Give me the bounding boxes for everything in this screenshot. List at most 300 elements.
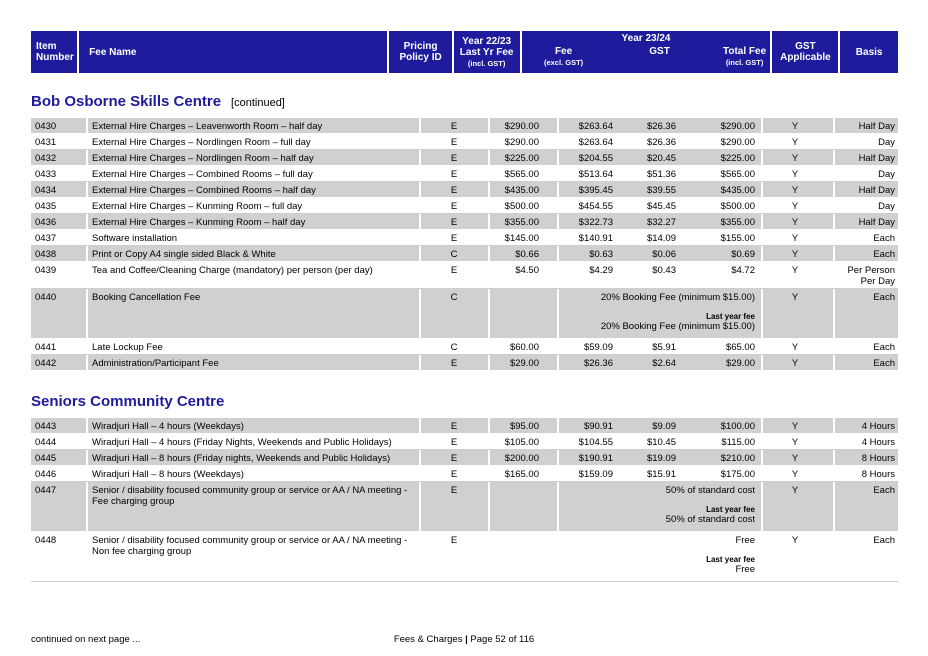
fee-excl-gst: $454.55 <box>578 201 613 212</box>
footer-continued: continued on next page ... <box>31 634 141 645</box>
item-number: 0432 <box>35 153 57 164</box>
table-row <box>31 482 898 532</box>
column-separator <box>833 482 835 531</box>
header-total-fee: Total Fee (incl. GST) <box>722 46 767 67</box>
table-row <box>31 198 898 214</box>
fee-name: Administration/Participant Fee <box>92 358 219 369</box>
column-separator <box>557 339 559 354</box>
continued-label: [continued] <box>231 97 285 109</box>
total-fee: $565.00 <box>720 169 755 180</box>
fee-name: Late Lockup Fee <box>92 342 163 353</box>
column-separator <box>833 118 835 133</box>
column-separator <box>557 182 559 197</box>
item-number: 0435 <box>35 201 57 212</box>
column-separator <box>761 482 763 531</box>
last-year-fee: $200.00 <box>504 453 539 464</box>
item-number: 0447 <box>35 485 57 496</box>
gst-amount: $39.55 <box>646 185 676 196</box>
column-separator <box>419 532 421 581</box>
fee-excl-gst: $26.36 <box>583 358 613 369</box>
gst-applicable: Y <box>791 437 799 448</box>
header-gst: GST <box>649 46 670 57</box>
column-separator <box>761 434 763 449</box>
header-last-year-fee: Year 22/23 Last Yr Fee (incl. GST) <box>454 31 520 73</box>
column-separator <box>833 450 835 465</box>
last-year-fee: $29.00 <box>509 358 539 369</box>
item-number: 0438 <box>35 249 57 260</box>
table-row <box>31 450 898 466</box>
basis: Half Day <box>858 185 895 196</box>
basis: Each <box>873 249 895 260</box>
basis: Half Day <box>858 153 895 164</box>
column-separator <box>86 450 88 465</box>
total-fee: $210.00 <box>720 453 755 464</box>
header-item-number: Item Number <box>31 31 77 73</box>
basis: Per Person Per Day <box>847 265 895 287</box>
item-number: 0442 <box>35 358 57 369</box>
last-year-fee-label: Last year fee <box>706 312 755 321</box>
gst-applicable: Y <box>791 233 799 244</box>
gst-applicable: Y <box>791 421 799 432</box>
column-separator <box>557 532 559 581</box>
column-separator <box>488 166 490 181</box>
last-year-fee: $500.00 <box>504 201 539 212</box>
header-pricing-policy: Pricing Policy ID <box>389 31 451 73</box>
table-row <box>31 262 898 289</box>
gst-amount: $5.91 <box>652 342 676 353</box>
column-separator <box>488 118 490 133</box>
section-title: Bob Osborne Skills Centre [continued] <box>31 93 285 110</box>
basis: Half Day <box>858 121 895 132</box>
fee-name: Tea and Coffee/Cleaning Charge (mandatory) per person (per day) <box>92 265 373 276</box>
column-separator <box>761 339 763 354</box>
column-separator <box>761 150 763 165</box>
total-fee: $225.00 <box>720 153 755 164</box>
last-year-fee-value: Free <box>735 564 755 575</box>
column-separator <box>86 289 88 338</box>
fee-excl-gst: $140.91 <box>578 233 613 244</box>
fee-name: Print or Copy A4 single sided Black & White <box>92 249 276 260</box>
total-fee: $290.00 <box>720 137 755 148</box>
column-separator <box>488 466 490 481</box>
pricing-policy-id: E <box>450 121 458 132</box>
gst-amount: $26.36 <box>646 121 676 132</box>
fee-excl-gst: $395.45 <box>578 185 613 196</box>
column-separator <box>419 262 421 288</box>
column-separator <box>86 134 88 149</box>
column-separator <box>557 262 559 288</box>
column-separator <box>761 262 763 288</box>
column-separator <box>488 418 490 433</box>
pricing-policy-id: E <box>450 265 458 276</box>
gst-applicable: Y <box>791 201 799 212</box>
pricing-policy-id: E <box>450 485 458 496</box>
item-number: 0445 <box>35 453 57 464</box>
column-separator <box>488 289 490 338</box>
gst-amount: $20.45 <box>646 153 676 164</box>
fee-name: Senior / disability focused community group or service or AA / NA meeting - Non fee charging group <box>92 535 408 557</box>
table-row <box>31 230 898 246</box>
column-separator <box>488 150 490 165</box>
column-separator <box>761 355 763 370</box>
pricing-policy-id: E <box>450 453 458 464</box>
column-separator <box>419 434 421 449</box>
column-separator <box>419 182 421 197</box>
basis: Each <box>873 342 895 353</box>
column-separator <box>419 339 421 354</box>
pricing-policy-id: C <box>450 249 458 260</box>
column-separator <box>419 230 421 245</box>
column-separator <box>761 118 763 133</box>
basis: Day <box>878 169 895 180</box>
fee-excl-gst: $263.64 <box>578 137 613 148</box>
pricing-policy-id: E <box>450 137 458 148</box>
basis: Each <box>873 233 895 244</box>
gst-applicable: Y <box>791 469 799 480</box>
fee-excl-gst: $190.91 <box>578 453 613 464</box>
basis: Day <box>878 137 895 148</box>
gst-amount: $10.45 <box>646 437 676 448</box>
column-separator <box>488 230 490 245</box>
column-separator <box>86 339 88 354</box>
column-separator <box>761 289 763 338</box>
total-fee: $155.00 <box>720 233 755 244</box>
total-fee: $4.72 <box>731 265 755 276</box>
column-separator <box>557 198 559 213</box>
column-separator <box>488 182 490 197</box>
item-number: 0444 <box>35 437 57 448</box>
column-separator <box>86 355 88 370</box>
column-separator <box>557 355 559 370</box>
basis: Each <box>873 535 895 546</box>
item-number: 0439 <box>35 265 57 276</box>
column-separator <box>557 118 559 133</box>
column-separator <box>488 198 490 213</box>
last-year-fee: $145.00 <box>504 233 539 244</box>
column-separator <box>833 434 835 449</box>
column-separator <box>833 532 835 581</box>
item-number: 0446 <box>35 469 57 480</box>
column-separator <box>833 339 835 354</box>
item-number: 0441 <box>35 342 57 353</box>
table-header <box>31 31 898 73</box>
column-separator <box>419 466 421 481</box>
fee-name: Wiradjuri Hall – 8 hours (Weekdays) <box>92 469 244 480</box>
fee-name: External Hire Charges – Kunming Room – full day <box>92 201 303 212</box>
table-row <box>31 118 898 134</box>
footer-page-info: Fees & Charges | Page 52 of 116 <box>393 634 535 645</box>
column-separator <box>557 166 559 181</box>
table-row <box>31 150 898 166</box>
column-separator <box>761 246 763 261</box>
total-fee: $290.00 <box>720 121 755 132</box>
column-separator <box>761 198 763 213</box>
last-year-fee: $0.66 <box>515 249 539 260</box>
fee-excl-gst: $204.55 <box>578 153 613 164</box>
column-separator <box>488 134 490 149</box>
item-number: 0448 <box>35 535 57 546</box>
section-title: Seniors Community Centre <box>31 393 225 410</box>
basis: 8 Hours <box>861 453 895 464</box>
gst-amount: $51.36 <box>646 169 676 180</box>
fee-name: Wiradjuri Hall – 8 hours (Friday nights, Weekends and Public Holidays) <box>92 453 391 464</box>
column-separator <box>86 532 88 581</box>
fee-description: 20% Booking Fee (minimum $15.00) <box>600 292 755 303</box>
column-separator <box>86 246 88 261</box>
gst-applicable: Y <box>791 453 799 464</box>
column-separator <box>86 198 88 213</box>
column-separator <box>488 214 490 229</box>
fee-excl-gst: $159.09 <box>578 469 613 480</box>
column-separator <box>761 166 763 181</box>
item-number: 0436 <box>35 217 57 228</box>
total-fee: $175.00 <box>720 469 755 480</box>
gst-amount: $15.91 <box>646 469 676 480</box>
last-year-fee: $355.00 <box>504 217 539 228</box>
gst-amount: $0.06 <box>652 249 676 260</box>
basis: Each <box>873 485 895 496</box>
fee-excl-gst: $0.63 <box>589 249 613 260</box>
last-year-fee-value: 50% of standard cost <box>665 514 755 525</box>
fee-excl-gst: $263.64 <box>578 121 613 132</box>
gst-amount: $45.45 <box>646 201 676 212</box>
last-year-fee: $165.00 <box>504 469 539 480</box>
last-year-fee: $225.00 <box>504 153 539 164</box>
table-row <box>31 214 898 230</box>
total-fee: $500.00 <box>720 201 755 212</box>
column-separator <box>86 166 88 181</box>
column-separator <box>557 289 559 338</box>
column-separator <box>86 230 88 245</box>
column-separator <box>557 418 559 433</box>
column-separator <box>833 134 835 149</box>
gst-applicable: Y <box>791 249 799 260</box>
column-separator <box>557 434 559 449</box>
column-separator <box>833 166 835 181</box>
total-fee: $0.69 <box>731 249 755 260</box>
column-separator <box>557 134 559 149</box>
gst-applicable: Y <box>791 217 799 228</box>
pricing-policy-id: E <box>450 217 458 228</box>
last-year-fee-label: Last year fee <box>706 505 755 514</box>
header-gst-applicable: GST Applicable <box>772 31 838 73</box>
column-separator <box>419 289 421 338</box>
column-separator <box>557 466 559 481</box>
fee-name: Wiradjuri Hall – 4 hours (Weekdays) <box>92 421 244 432</box>
column-separator <box>761 214 763 229</box>
table-row <box>31 355 898 371</box>
column-separator <box>761 230 763 245</box>
item-number: 0430 <box>35 121 57 132</box>
pricing-policy-id: E <box>450 153 458 164</box>
column-separator <box>557 246 559 261</box>
gst-amount: $32.27 <box>646 217 676 228</box>
item-number: 0434 <box>35 185 57 196</box>
column-separator <box>419 150 421 165</box>
column-separator <box>488 355 490 370</box>
last-year-fee: $4.50 <box>515 265 539 276</box>
table-row <box>31 418 898 434</box>
section-rows <box>31 418 898 582</box>
column-separator <box>488 482 490 531</box>
gst-applicable: Y <box>791 153 799 164</box>
fee-name: External Hire Charges – Leavenworth Room – half day <box>92 121 323 132</box>
item-number: 0440 <box>35 292 57 303</box>
column-separator <box>488 434 490 449</box>
column-separator <box>86 418 88 433</box>
fee-name: External Hire Charges – Kunming Room – half day <box>92 217 306 228</box>
column-separator <box>419 355 421 370</box>
column-separator <box>557 150 559 165</box>
fee-description: Free <box>735 535 755 546</box>
column-separator <box>488 246 490 261</box>
table-row <box>31 246 898 262</box>
gst-applicable: Y <box>791 342 799 353</box>
fee-name: External Hire Charges – Combined Rooms – half day <box>92 185 316 196</box>
column-separator <box>419 246 421 261</box>
column-separator <box>833 230 835 245</box>
gst-applicable: Y <box>791 137 799 148</box>
column-separator <box>833 289 835 338</box>
pricing-policy-id: C <box>450 342 458 353</box>
basis: 4 Hours <box>861 437 895 448</box>
pricing-policy-id: E <box>450 185 458 196</box>
fee-excl-gst: $59.09 <box>583 342 613 353</box>
column-separator <box>761 450 763 465</box>
total-fee: $100.00 <box>720 421 755 432</box>
fee-name: External Hire Charges – Nordlingen Room – half day <box>92 153 314 164</box>
gst-amount: $14.09 <box>646 233 676 244</box>
fee-name: Senior / disability focused community group or service or AA / NA meeting - Fee charging group <box>92 485 408 507</box>
table-row <box>31 532 898 582</box>
basis: 8 Hours <box>861 469 895 480</box>
column-separator <box>86 466 88 481</box>
fee-description: 50% of standard cost <box>665 485 755 496</box>
header-basis: Basis <box>840 31 898 73</box>
column-separator <box>419 166 421 181</box>
column-separator <box>833 466 835 481</box>
fee-name: Software installation <box>92 233 178 244</box>
gst-applicable: Y <box>791 535 799 546</box>
total-fee: $355.00 <box>720 217 755 228</box>
column-separator <box>86 262 88 288</box>
table-row <box>31 166 898 182</box>
last-year-fee-value: 20% Booking Fee (minimum $15.00) <box>600 321 755 332</box>
gst-applicable: Y <box>791 169 799 180</box>
table-row <box>31 466 898 482</box>
basis: Each <box>873 358 895 369</box>
column-separator <box>833 262 835 288</box>
column-separator <box>833 214 835 229</box>
column-separator <box>419 198 421 213</box>
total-fee: $29.00 <box>725 358 755 369</box>
gst-amount: $26.36 <box>646 137 676 148</box>
gst-amount: $9.09 <box>652 421 676 432</box>
column-separator <box>557 450 559 465</box>
table-row <box>31 134 898 150</box>
gst-applicable: Y <box>791 121 799 132</box>
column-separator <box>86 150 88 165</box>
pricing-policy-id: E <box>450 233 458 244</box>
item-number: 0443 <box>35 421 57 432</box>
basis: 4 Hours <box>861 421 895 432</box>
table-row <box>31 289 898 339</box>
item-number: 0431 <box>35 137 57 148</box>
column-separator <box>419 134 421 149</box>
column-separator <box>761 182 763 197</box>
column-separator <box>833 418 835 433</box>
column-separator <box>419 118 421 133</box>
column-separator <box>488 262 490 288</box>
gst-applicable: Y <box>791 185 799 196</box>
total-fee: $115.00 <box>721 437 755 448</box>
header-fee: Fee (excl. GST) <box>543 46 584 67</box>
column-separator <box>833 198 835 213</box>
column-separator <box>488 450 490 465</box>
pricing-policy-id: E <box>450 469 458 480</box>
item-number: 0433 <box>35 169 57 180</box>
fee-name: External Hire Charges – Combined Rooms – full day <box>92 169 313 180</box>
column-separator <box>833 246 835 261</box>
fee-name: External Hire Charges – Nordlingen Room – full day <box>92 137 311 148</box>
column-separator <box>557 482 559 531</box>
pricing-policy-id: E <box>450 437 458 448</box>
last-year-fee: $565.00 <box>504 169 539 180</box>
column-separator <box>557 214 559 229</box>
last-year-fee: $60.00 <box>509 342 539 353</box>
gst-applicable: Y <box>791 358 799 369</box>
column-separator <box>833 355 835 370</box>
fee-excl-gst: $90.91 <box>583 421 613 432</box>
pricing-policy-id: E <box>450 201 458 212</box>
column-separator <box>419 482 421 531</box>
basis: Each <box>873 292 895 303</box>
last-year-fee: $290.00 <box>504 121 539 132</box>
header-fee-name: Fee Name <box>79 31 387 73</box>
column-separator <box>488 339 490 354</box>
column-separator <box>761 418 763 433</box>
fee-name: Wiradjuri Hall – 4 hours (Friday Nights, Weekends and Public Holidays) <box>92 437 392 448</box>
last-year-fee-label: Last year fee <box>706 555 755 564</box>
table-row <box>31 339 898 355</box>
column-separator <box>419 418 421 433</box>
last-year-fee: $435.00 <box>504 185 539 196</box>
column-separator <box>557 230 559 245</box>
last-year-fee: $95.00 <box>509 421 539 432</box>
header-year-group: Year 23/24 Fee (excl. GST) GST Total Fee (incl. GST) <box>522 31 771 73</box>
fee-excl-gst: $513.64 <box>578 169 613 180</box>
fee-name: Booking Cancellation Fee <box>92 292 201 303</box>
pricing-policy-id: E <box>450 535 458 546</box>
pricing-policy-id: E <box>450 421 458 432</box>
gst-applicable: Y <box>791 485 799 496</box>
column-separator <box>833 150 835 165</box>
basis: Half Day <box>858 217 895 228</box>
column-separator <box>86 118 88 133</box>
pricing-policy-id: E <box>450 169 458 180</box>
section-rows <box>31 118 898 371</box>
column-separator <box>761 466 763 481</box>
last-year-fee: $105.00 <box>504 437 539 448</box>
column-separator <box>761 532 763 581</box>
gst-amount: $19.09 <box>646 453 676 464</box>
gst-applicable: Y <box>791 292 799 303</box>
last-year-fee: $290.00 <box>504 137 539 148</box>
column-separator <box>488 532 490 581</box>
column-separator <box>761 134 763 149</box>
table-row <box>31 434 898 450</box>
column-separator <box>86 182 88 197</box>
